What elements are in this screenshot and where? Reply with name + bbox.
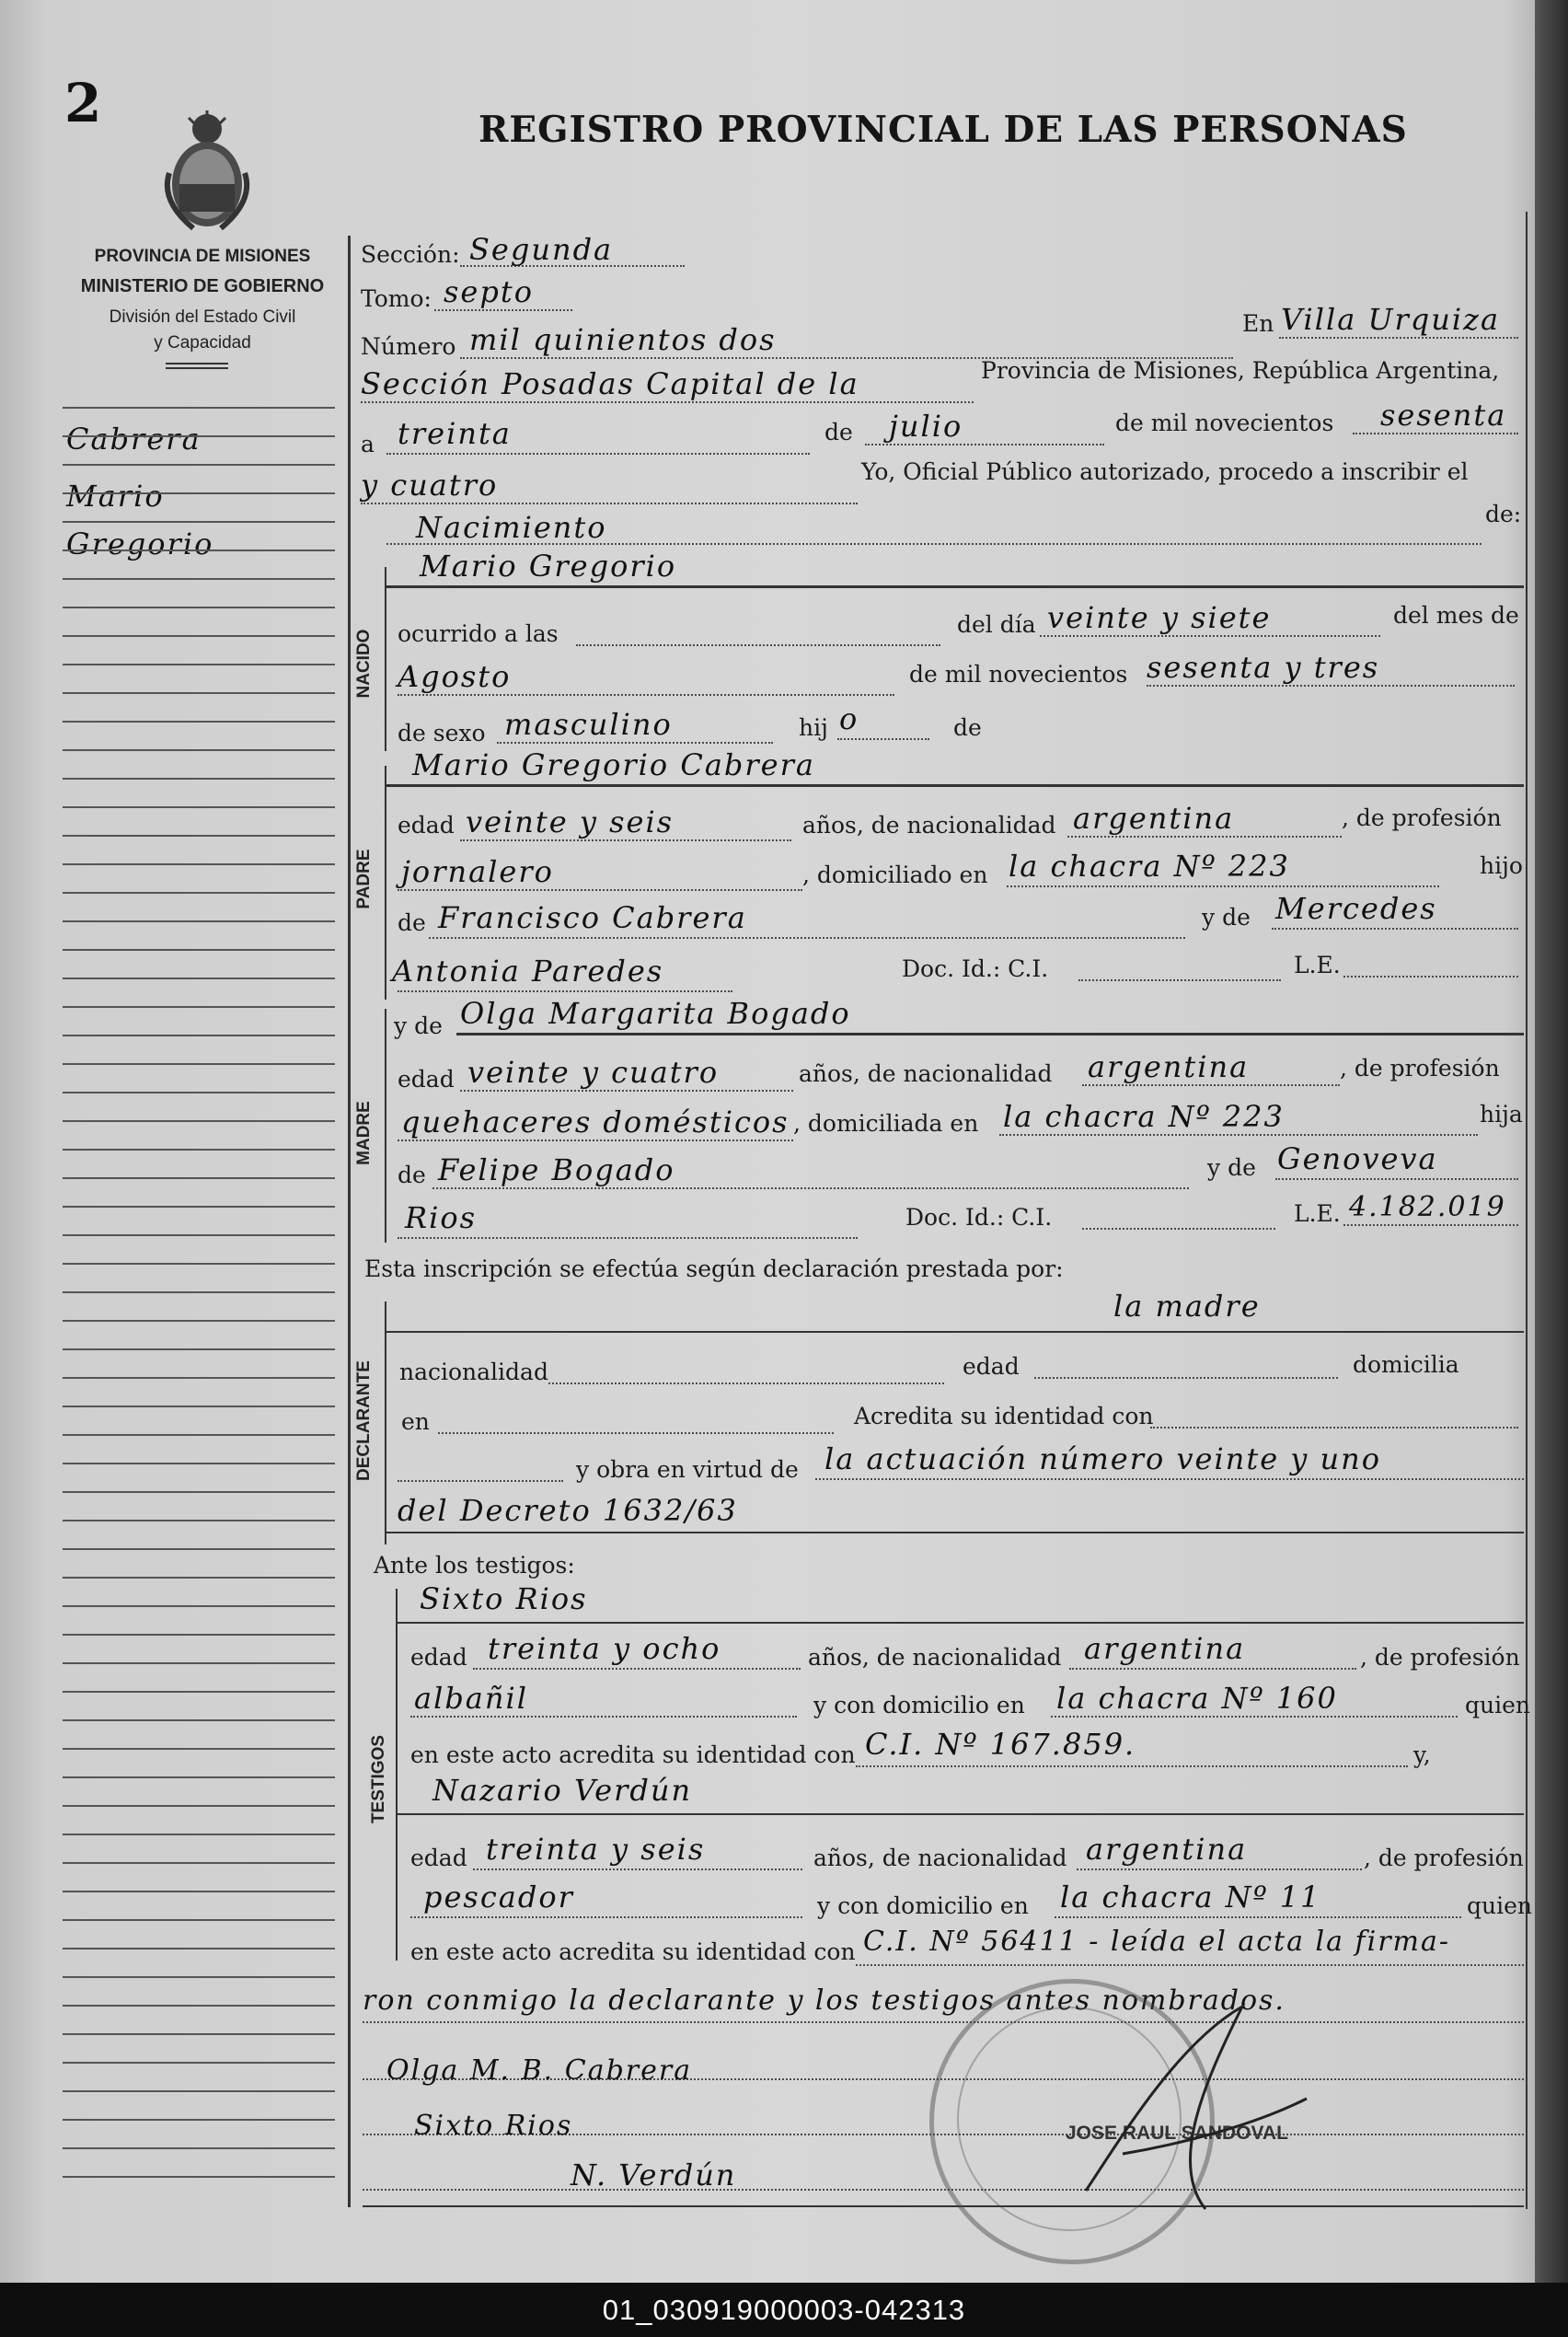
- t2-quien-label: quien: [1467, 1892, 1532, 1919]
- madre-madre-cont-value: Rios: [405, 1200, 478, 1235]
- t2-dom-value: la chacra Nº 11: [1060, 1880, 1321, 1915]
- margin-ruled-line: [63, 521, 335, 523]
- signature-testigo-1: Sixto Rios: [414, 2110, 573, 2142]
- padre-name-value: Mario Gregorio Cabrera: [412, 747, 815, 782]
- madre-nac-label: años, de nacionalidad: [799, 1060, 1053, 1087]
- margin-ruled-line: [63, 978, 335, 979]
- margin-ruled-line: [63, 578, 335, 580]
- padre-dom-label: , domiciliado en: [802, 862, 988, 888]
- margin-ruled-line: [63, 1120, 335, 1122]
- margin-ruled-line: [63, 1177, 335, 1179]
- t2-prof-label: , de profesión: [1364, 1845, 1524, 1871]
- t1-dom-label: y con domicilio en: [813, 1692, 1025, 1718]
- margin-ruled-line: [63, 550, 335, 551]
- document-title: REGISTRO PROVINCIAL DE LAS PERSONAS: [478, 109, 1408, 151]
- padre-nac-label: años, de nacionalidad: [802, 812, 1056, 839]
- numero-label: Número: [361, 333, 456, 360]
- madre-dom-value: la chacra Nº 223: [1003, 1099, 1285, 1134]
- margin-surname: Cabrera: [66, 422, 202, 457]
- margin-ruled-line: [63, 1662, 335, 1664]
- margin-ruled-line: [63, 2062, 335, 2064]
- page-number: 2: [64, 72, 102, 134]
- margin-ruled-line: [63, 1548, 335, 1550]
- coat-of-arms-icon: [156, 109, 258, 237]
- t1-acredita-label: en este acto acredita su identidad con: [410, 1741, 856, 1768]
- seccion-label: Sección:: [361, 241, 460, 268]
- sexo-label: de sexo: [398, 720, 486, 746]
- margin-ruled-line: [63, 721, 335, 723]
- sexo-value: masculino: [504, 707, 673, 742]
- t1-dom-value: la chacra Nº 160: [1056, 1681, 1338, 1716]
- padre-le-label: L.E.: [1294, 952, 1341, 978]
- margin-ruled-line: [63, 1862, 335, 1864]
- margin-ruled-line: [63, 2147, 335, 2149]
- padre-nac-value: argentina: [1073, 801, 1235, 836]
- madre-padre-value: Felipe Bogado: [438, 1152, 675, 1187]
- madre-le-label: L.E.: [1294, 1200, 1341, 1227]
- margin-ruled-line: [63, 1520, 335, 1521]
- en-value: Villa Urquiza: [1281, 302, 1501, 337]
- t2-prof-value: pescador: [423, 1880, 574, 1915]
- testigos-intro: Ante los testigos:: [374, 1552, 575, 1579]
- padre-section-label: PADRE: [354, 849, 374, 909]
- margin-ruled-line: [63, 2090, 335, 2092]
- margin-ruled-line: [63, 1320, 335, 1322]
- madre-edad-label: edad: [398, 1066, 455, 1093]
- margin-ruled-line: [63, 1719, 335, 1721]
- de-label: de: [824, 419, 853, 445]
- madre-prof-value: quehaceres domésticos: [401, 1105, 790, 1140]
- margin-ruled-line: [63, 1063, 335, 1065]
- place-value: Sección Posadas Capital de la: [361, 366, 859, 401]
- margin-ruled-line: [63, 1006, 335, 1008]
- tomo-label: Tomo:: [361, 285, 432, 312]
- margin-ruled-line: [63, 492, 335, 494]
- margin-ruled-line: [63, 1149, 335, 1151]
- act-type-value: Nacimiento: [416, 510, 607, 545]
- decl-nac-label: nacionalidad: [399, 1359, 548, 1385]
- margin-ruled-line: [63, 2176, 335, 2178]
- book-binding: [1535, 0, 1568, 2283]
- t1-nac-label: años, de nacionalidad: [808, 1644, 1062, 1671]
- padre-madre-value: Mercedes: [1275, 891, 1437, 926]
- de-colon: de:: [1485, 501, 1522, 527]
- margin-ruled-line: [63, 1434, 335, 1436]
- margin-ruled-line: [63, 835, 335, 837]
- t2-nac-label: años, de nacionalidad: [813, 1845, 1067, 1871]
- division-label-cont: y Capacidad: [154, 333, 251, 353]
- hij-value: o: [839, 701, 859, 736]
- t1-y-label: y,: [1413, 1741, 1431, 1768]
- t1-edad-value: treinta y ocho: [488, 1631, 721, 1666]
- margin-ruled-line: [63, 1035, 335, 1036]
- nacido-year-value: sesenta y tres: [1147, 650, 1380, 685]
- decl-obra-label: y obra en virtud de: [576, 1456, 799, 1483]
- t1-edad-label: edad: [410, 1644, 467, 1671]
- madre-dom-label: , domiciliada en: [793, 1110, 979, 1137]
- padre-edad-label: edad: [398, 812, 455, 839]
- margin-ruled-line: [63, 1263, 335, 1265]
- margin-ruled-line: [63, 1976, 335, 1978]
- t2-acredita-label: en este acto acredita su identidad con: [410, 1938, 856, 1965]
- padre-doc-label: Doc. Id.: C.I.: [902, 955, 1049, 982]
- padre-padre-value: Francisco Cabrera: [438, 900, 747, 935]
- decl-domicilia-label: domicilia: [1353, 1351, 1459, 1378]
- numero-value: mil quinientos dos: [469, 322, 777, 357]
- t1-acredita-value: C.I. Nº 167.859.: [865, 1727, 1136, 1762]
- ministry-label: MINISTERIO DE GOBIERNO: [80, 276, 325, 296]
- declarante-value: la madre: [1113, 1289, 1261, 1324]
- decl-obra-value: la actuación número veinte y uno: [824, 1441, 1382, 1476]
- stamp-officer-name: JOSE RAUL SANDOVAL: [1066, 2123, 1288, 2144]
- decl-obra-cont-value: del Decreto 1632/63: [398, 1493, 738, 1528]
- padre-edad-value: veinte y seis: [466, 804, 674, 839]
- mes-value: Agosto: [398, 659, 512, 694]
- margin-ruled-line: [63, 1605, 335, 1607]
- a-value: treinta: [398, 416, 512, 451]
- margin-ruled-line: [63, 863, 335, 865]
- declaracion-intro: Esta inscripción se efectúa según declaración prestada por:: [364, 1255, 1064, 1282]
- official-text: Yo, Oficial Público autorizado, procedo a inscribir el: [861, 458, 1469, 485]
- margin-ruled-line: [63, 1348, 335, 1350]
- margin-ruled-line: [63, 1291, 335, 1293]
- margin-ruled-line: [63, 1805, 335, 1807]
- margin-ruled-line: [63, 1834, 335, 1835]
- padre-dom-value: la chacra Nº 223: [1009, 849, 1290, 884]
- margin-ruled-line: [63, 892, 335, 894]
- margin-ruled-line: [63, 635, 335, 637]
- nacido-de-label: de: [953, 714, 982, 741]
- hija-label: hija: [1480, 1101, 1523, 1128]
- en-label: En: [1242, 310, 1274, 337]
- margin-secondname: Gregorio: [66, 526, 214, 561]
- year-value: sesenta: [1380, 398, 1507, 433]
- a-label: a: [361, 431, 375, 457]
- t1-nac-value: argentina: [1084, 1631, 1246, 1666]
- t1-quien-label: quien: [1465, 1692, 1530, 1718]
- nacido-section-label: NACIDO: [354, 629, 374, 699]
- margin-ruled-line: [63, 435, 335, 437]
- margin-ruled-line: [63, 949, 335, 951]
- margin-ruled-line: [63, 1891, 335, 1892]
- tomo-value: septo: [444, 274, 534, 309]
- t2-edad-label: edad: [410, 1845, 467, 1871]
- margin-ruled-line: [63, 1748, 335, 1750]
- padre-prof-value: jornalero: [401, 854, 554, 889]
- margin-ruled-line: [63, 607, 335, 608]
- decl-acredita-label: Acredita su identidad con: [854, 1403, 1154, 1429]
- madre-le-value: 4.182.019: [1349, 1191, 1506, 1223]
- declarante-section-label: DECLARANTE: [354, 1360, 374, 1481]
- t2-nac-value: argentina: [1086, 1832, 1248, 1867]
- margin-ruled-line: [63, 407, 335, 409]
- padre-prof-label: , de profesión: [1342, 804, 1502, 831]
- seccion-value: Segunda: [469, 232, 614, 267]
- madre-yde-label: y de: [394, 1012, 443, 1039]
- margin-ruled-line: [63, 2005, 335, 2007]
- margin-ruled-line: [63, 778, 335, 780]
- margin-ruled-line: [63, 2119, 335, 2121]
- margin-ruled-line: [63, 1919, 335, 1921]
- margin-ruled-line: [63, 2033, 335, 2035]
- margin-ruled-line: [63, 1691, 335, 1693]
- madre-prof-label: , de profesión: [1340, 1055, 1500, 1082]
- decl-edad-label: edad: [963, 1353, 1020, 1380]
- margin-ruled-line: [63, 1463, 335, 1464]
- t1-prof-value: albañil: [414, 1681, 528, 1716]
- margin-ruled-line: [63, 1577, 335, 1579]
- margin-ruled-line: [63, 749, 335, 751]
- ocurrido-label: ocurrido a las: [398, 620, 559, 647]
- official-signature-icon: [1067, 1988, 1325, 2227]
- hijo-label: hijo: [1480, 852, 1523, 879]
- t2-edad-value: treinta y seis: [486, 1832, 706, 1867]
- del-mes-label: del mes de: [1393, 602, 1519, 629]
- margin-ruled-line: [63, 920, 335, 922]
- padre-de-label: de: [398, 909, 426, 936]
- madre-name-value: Olga Margarita Bogado: [460, 996, 851, 1031]
- margin-ruled-line: [63, 464, 335, 466]
- t2-acredita-value: C.I. Nº 56411 - leída el acta la firma-: [863, 1926, 1451, 1958]
- nacido-year-text: de mil novecientos: [909, 661, 1128, 688]
- margin-ruled-line: [63, 692, 335, 694]
- madre-de-label: de: [398, 1162, 426, 1188]
- divider: [166, 363, 228, 369]
- testigos-section-label: TESTIGOS: [369, 1734, 388, 1824]
- madre-doc-label: Doc. Id.: C.I.: [905, 1204, 1053, 1231]
- margin-ruled-line: [63, 1776, 335, 1778]
- madre-madre-value: Genoveva: [1277, 1141, 1438, 1176]
- signature-testigo-2: N. Verdún: [571, 2158, 737, 2192]
- closing-text: ron conmigo la declarante y los testigos antes nombrados.: [363, 1984, 1286, 2017]
- t2-name-value: Nazario Verdún: [432, 1773, 693, 1808]
- padre-madre-cont-value: Antonia Paredes: [392, 954, 664, 989]
- margin-ruled-line: [63, 1206, 335, 1208]
- t1-prof-label: , de profesión: [1360, 1644, 1520, 1671]
- province-label: PROVINCIA DE MISIONES: [94, 247, 311, 266]
- main-border: [348, 236, 351, 2207]
- madre-yde2-label: y de: [1207, 1154, 1256, 1181]
- file-id-footer: 01_030919000003-042313: [0, 2283, 1568, 2337]
- margin-ruled-line: [63, 1092, 335, 1093]
- madre-edad-value: veinte y cuatro: [467, 1055, 720, 1090]
- margin-ruled-line: [63, 1948, 335, 1949]
- margin-ruled-line: [63, 664, 335, 665]
- t2-dom-label: y con domicilio en: [817, 1892, 1029, 1919]
- signature-declarante: Olga M. B. Cabrera: [386, 2054, 693, 2087]
- decl-en-label: en: [401, 1408, 430, 1435]
- margin-firstname: Mario: [66, 479, 165, 514]
- year-cont-value: y cuatro: [361, 468, 499, 503]
- madre-section-label: MADRE: [354, 1101, 374, 1165]
- year-text: de mil novecientos: [1115, 410, 1334, 436]
- del-dia-label: del día: [957, 611, 1036, 638]
- province-text: Provincia de Misiones, República Argentina,: [981, 357, 1500, 384]
- margin-ruled-line: [63, 1634, 335, 1636]
- madre-nac-value: argentina: [1088, 1049, 1250, 1084]
- margin-ruled-line: [63, 1491, 335, 1493]
- margin-ruled-line: [63, 806, 335, 808]
- margin-ruled-line: [63, 1377, 335, 1379]
- margin-ruled-line: [63, 1234, 335, 1236]
- nacido-name-value: Mario Gregorio: [420, 549, 677, 584]
- division-label: División del Estado Civil: [109, 307, 296, 327]
- t1-name-value: Sixto Rios: [420, 1581, 588, 1616]
- hij-label: hij: [799, 714, 828, 741]
- margin-ruled-line: [63, 1406, 335, 1407]
- month-value: julio: [889, 409, 963, 444]
- padre-yde-label: y de: [1202, 904, 1251, 931]
- dia-value: veinte y siete: [1047, 600, 1272, 635]
